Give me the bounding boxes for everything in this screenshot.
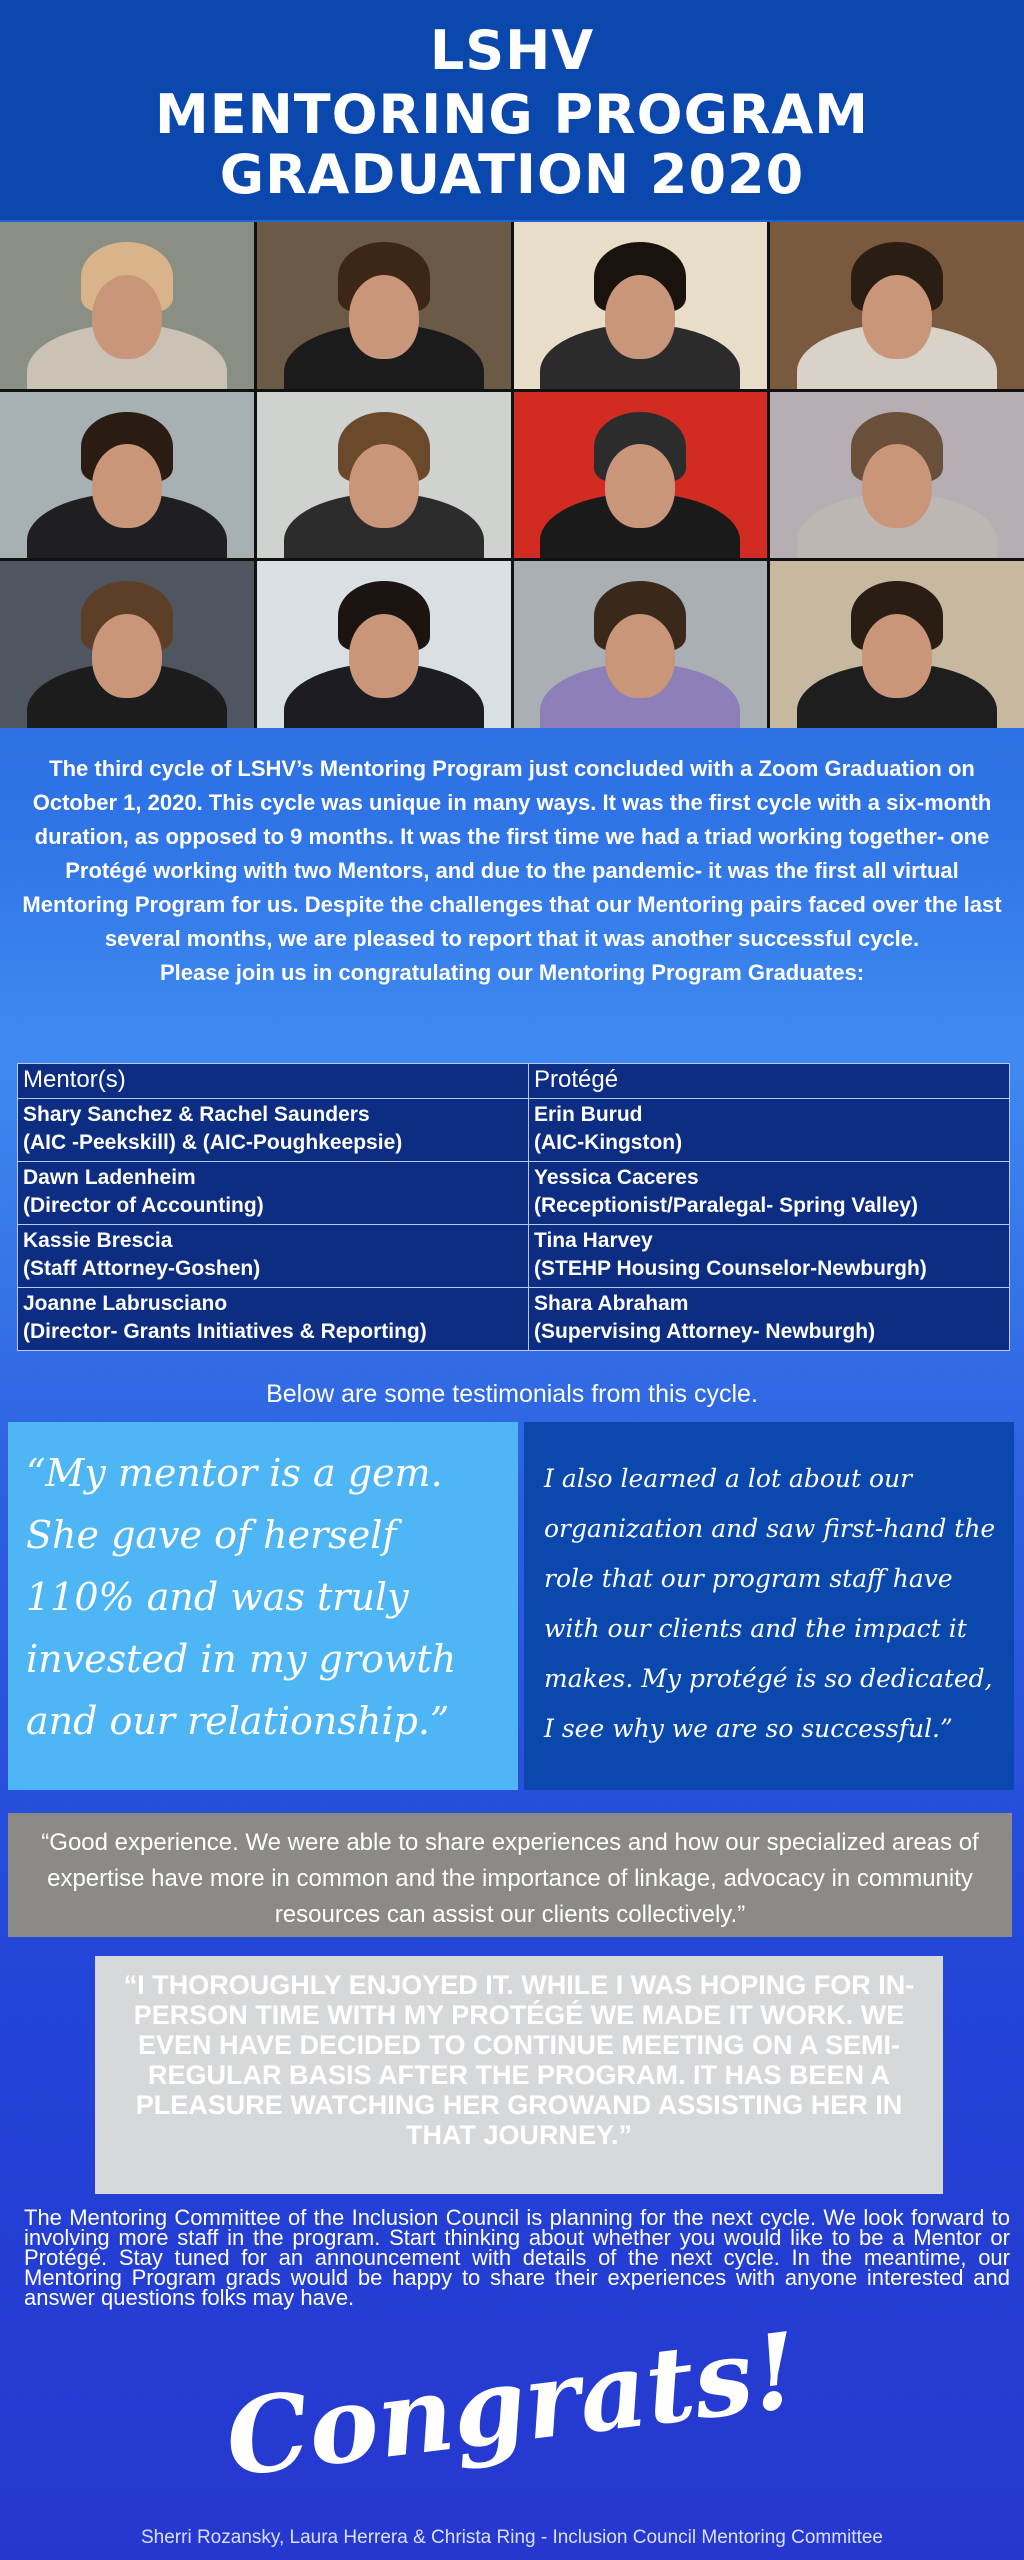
protege-name: Tina Harvey bbox=[534, 1229, 653, 1252]
title-line-3: GRADUATION 2020 bbox=[219, 143, 805, 206]
testimonial-card-gray: “Good experience. We were able to share experiences and how our specialized areas of expertise have more in common and the importance of linkage, advocacy in community resources can assist our clients collectively.” bbox=[8, 1813, 1012, 1937]
participant-face bbox=[349, 444, 419, 528]
protege-title: (Supervising Attorney- Newburgh) bbox=[534, 1320, 876, 1343]
protege-cell bbox=[529, 1099, 1010, 1162]
protege-title: (STEHP Housing Counselor-Newburgh) bbox=[534, 1257, 927, 1280]
footer-credits: Sherri Rozansky, Laura Herrera & Christa Ring - Inclusion Council Mentoring Committee bbox=[141, 2527, 883, 2548]
protege-name: Erin Burud bbox=[534, 1103, 643, 1126]
testimonial-card-left: “My mentor is a gem. She gave of herself 110% and was truly invested in my growth and our relationship.” bbox=[8, 1422, 518, 1790]
intro-congrats-line: Please join us in congratulating our Mentoring Program Graduates: bbox=[159, 960, 865, 985]
intro-paragraph bbox=[20, 752, 1004, 990]
participant-face bbox=[92, 614, 162, 698]
mentor-title: (Staff Attorney-Goshen) bbox=[23, 1257, 261, 1280]
participant-photo bbox=[257, 392, 511, 559]
participant-face bbox=[605, 275, 675, 359]
mentor-cell bbox=[18, 1099, 529, 1162]
mentor-cell bbox=[18, 1288, 529, 1351]
mentor-name: Shary Sanchez & Rachel Saunders bbox=[23, 1103, 370, 1126]
testimonials-heading: Below are some testimonials from this cycle. bbox=[266, 1380, 758, 1408]
participant-face bbox=[862, 275, 932, 359]
participant-face bbox=[349, 275, 419, 359]
participant-face bbox=[92, 275, 162, 359]
participant-photo bbox=[257, 222, 511, 389]
protege-name: Yessica Caceres bbox=[534, 1166, 699, 1189]
mentor-cell bbox=[18, 1162, 529, 1225]
table-row bbox=[18, 1288, 1010, 1351]
mentor-column-header: Mentor(s) bbox=[18, 1064, 529, 1099]
table-row bbox=[18, 1162, 1010, 1225]
participant-photo bbox=[514, 561, 768, 728]
protege-cell bbox=[529, 1162, 1010, 1225]
participant-photo bbox=[770, 392, 1024, 559]
table-row bbox=[18, 1099, 1010, 1162]
title-line-1: LSHV bbox=[429, 19, 595, 82]
participant-face bbox=[605, 444, 675, 528]
table-row bbox=[18, 1225, 1010, 1288]
participant-photo bbox=[770, 222, 1024, 389]
mentor-cell bbox=[18, 1225, 529, 1288]
testimonial-card-right: I also learned a lot about our organization and saw first-hand the role that our program staff have with our clients and the impact it makes. My protégé is so dedicated, I see why we are so successful.” bbox=[524, 1422, 1014, 1790]
participant-photo bbox=[257, 561, 511, 728]
testimonial-card-caps: “I THOROUGHLY ENJOYED IT. WHILE I WAS HOPING FOR IN-PERSON TIME WITH MY PROTÉGÉ WE MADE IT WORK. WE EVEN HAVE DECIDED TO CONTINUE MEETING ON A SEMI-REGULAR BASIS AFTER THE PROGRAM. IT HAS BEEN A PLEASURE WATCHING HER GROWAND ASSISTING HER IN THAT JOURNEY.” bbox=[95, 1956, 943, 2194]
intro-text: The third cycle of LSHV’s Mentoring Program just concluded with a Zoom Graduation on October 1, 2020. This cycle was unique in many ways. It was the first cycle with a six-month duration, as opposed to 9 months. It was the first time we had a triad working together- one Protégé working with two Mentors, and due to the pandemic- it was the first all virtual Mentoring Program for us. Despite the challenges that our Mentoring pairs faced over the last several months, we are pleased to report that it was another successful cycle. bbox=[22, 756, 1002, 951]
participant-photo bbox=[0, 561, 254, 728]
protege-cell bbox=[529, 1225, 1010, 1288]
protege-title: (Receptionist/Paralegal- Spring Valley) bbox=[534, 1194, 918, 1217]
protege-cell bbox=[529, 1288, 1010, 1351]
protege-column-header: Protégé bbox=[529, 1064, 1010, 1099]
mentor-name: Kassie Brescia bbox=[23, 1229, 173, 1252]
protege-title: (AIC-Kingston) bbox=[534, 1131, 683, 1154]
participant-photo bbox=[514, 222, 768, 389]
participant-face bbox=[862, 444, 932, 528]
participant-face bbox=[605, 614, 675, 698]
title-line-2: MENTORING PROGRAM bbox=[154, 83, 870, 146]
protege-name: Shara Abraham bbox=[534, 1292, 689, 1315]
participant-face bbox=[92, 444, 162, 528]
participant-photo bbox=[514, 392, 768, 559]
participant-photo bbox=[770, 561, 1024, 728]
committee-paragraph: The Mentoring Committee of the Inclusion Council is planning for the next cycle. We look forward to involving more staff in the program. Start thinking about whether you would like to be a Mentor or Protégé. Stay tuned for an announcement with details of the next cycle. In the meantime, our Mentoring Program grads would be happy to share their experiences with anyone interested and answer questions folks may have. bbox=[24, 2205, 1010, 2310]
mentor-title: (AIC -Peekskill) & (AIC-Poughkeepsie) bbox=[23, 1131, 403, 1154]
participant-photo bbox=[0, 392, 254, 559]
zoom-photo-grid bbox=[0, 222, 1024, 728]
header-banner bbox=[0, 0, 1024, 220]
mentor-name: Joanne Labrusciano bbox=[23, 1292, 228, 1315]
participant-photo bbox=[0, 222, 254, 389]
graduates-table bbox=[17, 1063, 1010, 1351]
mentor-title: (Director of Accounting) bbox=[23, 1194, 264, 1217]
mentor-title: (Director- Grants Initiatives & Reporting) bbox=[23, 1320, 427, 1343]
mentor-name: Dawn Ladenheim bbox=[23, 1166, 196, 1189]
congrats-script-text: Congrats! bbox=[219, 2308, 805, 2501]
participant-face bbox=[862, 614, 932, 698]
participant-face bbox=[349, 614, 419, 698]
